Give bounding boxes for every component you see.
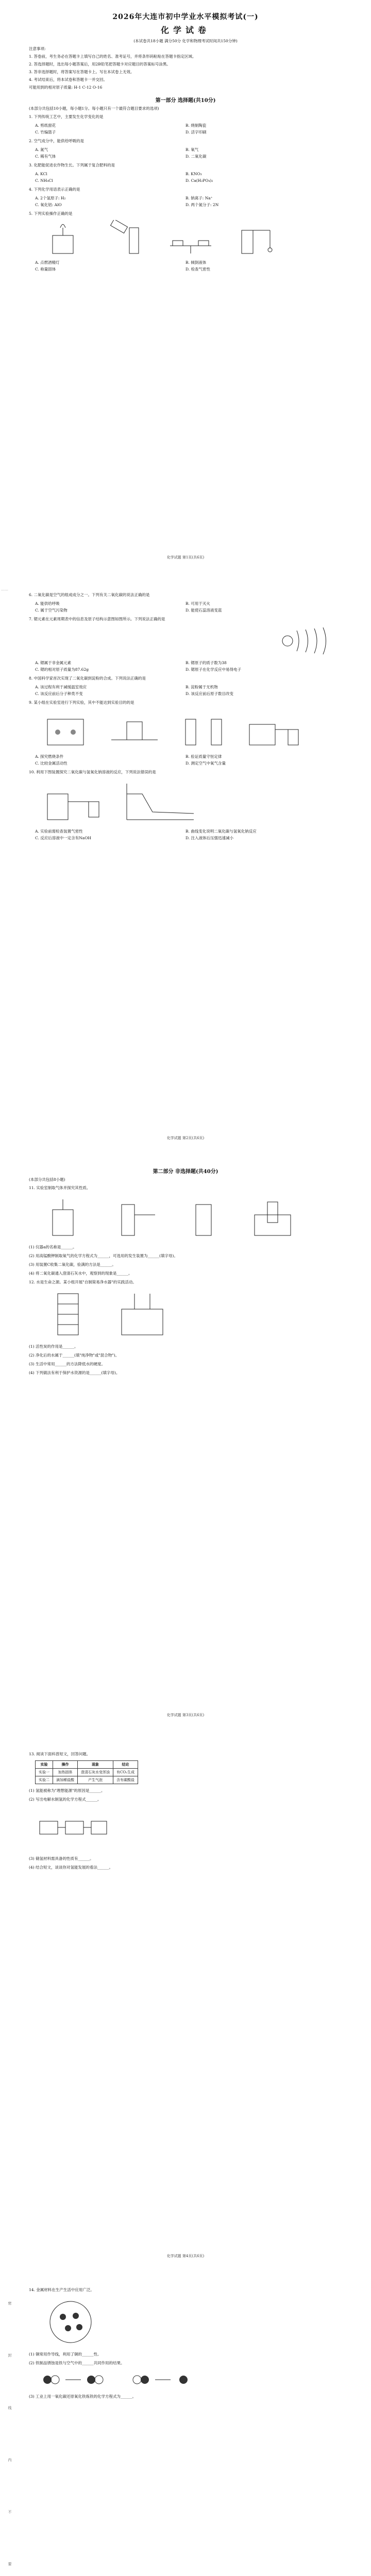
table-cell: 实验二 [36,1776,53,1784]
airtight-check-diagram [229,220,280,256]
q5-opt-b: B. 倾倒液体 [185,260,207,265]
q6-opt-b: B. 可用于灭火 [185,601,210,606]
q11-sub-3: (3) 用装置C收集二氧化碳，验满的方法是______。 [29,1262,116,1267]
part2-title: 第二部分 非选择题(共40分) [153,1169,218,1175]
part1-title: 第一部分 选择题(共10分) [155,98,216,104]
q7-opt-b: B. 锶原子的质子数为38 [185,660,227,665]
table-cell: 有CO₂生成 [113,1769,138,1776]
q9-options [35,753,336,767]
q2-opt-c: C. 稀有气体 [35,154,56,159]
reaction-model-2 [127,2369,204,2390]
seal-line-sidebar [2,2277,12,2576]
seal-char: 封 [8,2353,12,2358]
page-footer: 化学试题 第4页(共6页) [166,2254,205,2258]
q5-stem: 5. 下列实验操作正确的是 [29,211,73,216]
note-2: 2. 答选择题时，选出每小题答案后，用2B铅笔把答题卡对应题目的答案标号涂黑。 [29,62,171,66]
q1-opt-a: A. 剪纸窗花 [35,123,56,128]
table-1-header [36,1761,138,1769]
q6-opt-d: D. 能使石蕊溶液变蓝 [185,608,222,613]
water-purifier-diagram [37,1289,99,1340]
q12-sub-2: (2) 净化后的水属于______(填"纯净物"或"混合物")。 [29,1353,120,1358]
q13-sub-1: (1) 氢能被称为"理想能源"的原因是______。 [29,1788,105,1793]
q5-opt-c: C. 称量固体 [35,267,56,272]
page-footer: 化学试题 第2页(共6页) [166,1136,205,1140]
table-1-h2: 现象 [78,1761,113,1769]
reaction-model-1 [37,2369,114,2390]
table-1 [35,1760,138,1784]
atomic-masses: 可能用到的相对原子质量: H-1 C-12 O-16 [29,85,103,90]
q4-options [35,195,336,208]
q11-sub-1: (1) 仪器a的名称是______。 [29,1245,77,1249]
q4-opt-d: D. 两个氮分子: 2N [185,202,219,207]
q12-sub-3: (3) 生活中常用______的方法降低水的硬度。 [29,1362,106,1366]
table-row [36,1776,138,1784]
q10-opt-d: D. 注入液体后压强迅速减小 [185,836,234,840]
exam-subject: 化学试卷 [160,25,210,35]
q4-opt-c: C. 氧化铝: AlO [35,202,62,207]
note-1: 1. 答卷前，考生务必在答题卡上填写自己的姓名、准考证号，并将条形码粘贴在答题卡指定区域。 [29,54,196,59]
q1-stem: 1. 下列传统工艺中，主要发生化学变化的是 [29,114,104,119]
q6-options [35,600,336,614]
q10-stem: 10. 利用下图装置探究二氧化碳与氢氧化钠溶液的反应，下列说法错误的是 [29,770,156,774]
table-cell: 产生气泡 [78,1776,113,1784]
q13-sub-2: (2) 写出电解水制氢的化学方程式______。 [29,1797,102,1802]
q3-options [35,171,336,184]
q4-opt-a: A. 2个氢原子: H₂ [35,196,66,200]
page-4 [25,1741,346,2262]
q2-opt-d: D. 二氧化碳 [185,154,207,159]
mass-conservation-diagram [106,709,163,750]
q10-opt-b: B. 曲线变化说明二氧化碳与氢氧化钠反应 [185,829,257,834]
q8-stem: 8. 中国科学家首次实现了二氧化碳到淀粉的合成。下列说法正确的是 [29,676,146,681]
q5-options [35,259,336,273]
q3-stem: 3. 化肥能促进农作物生长。下列属于复合肥料的是 [29,163,115,167]
oxygen-content-diagram [244,709,301,750]
table-1-h1: 操作 [53,1761,78,1769]
part2-note: (本部分共包括8小题) [29,1177,65,1182]
q9-opt-a: A. 探究燃烧条件 [35,754,64,759]
table-cell: 含有碳酸盐 [113,1776,138,1784]
q13-sub-3: (3) 储氢材料需具备的性质有______。 [29,1856,94,1861]
q8-opt-d: D. 该反应前后原子数目改变 [185,691,234,696]
q8-opt-a: A. 该过程有利于减缓温室效应 [35,685,87,689]
seal-char: 密 [8,2301,12,2306]
apparatus-d [244,1194,301,1241]
q14-sub-2: (2) 铁制品锈蚀是铁与空气中的______共同作用的结果。 [29,2361,125,2365]
q13-stem: 13. 阅读下面科普短文，回答问题。 [29,1752,91,1756]
q7-opt-c: C. 锶的相对原子质量为87.62g [35,667,89,672]
q14-figures [37,2296,334,2348]
balance-diagram [165,220,216,256]
q14-sub-1: (1) 铜常用作导线，利用了铜的______性。 [29,2352,102,2357]
q4-opt-b: B. 钠离子: Na⁺ [185,196,213,200]
exam-title: 2026年大连市初中学业水平模拟考试(一) [112,13,259,21]
q12-sub-4: (4) 下列做法有利于保护水资源的是______(填字母)。 [29,1370,120,1375]
q9-opt-b: B. 验证质量守恒定律 [185,754,222,759]
q14-sub-3: (3) 工业上用一氧化碳还原氧化铁炼铁的化学方程式为______。 [29,2394,137,2399]
q7-opt-a: A. 锶属于非金属元素 [35,660,72,665]
q3-opt-c: C. NH₄Cl [35,178,53,183]
hydrogen-setup-diagram [111,1289,173,1340]
cut-marker: …… [1,587,8,591]
q12-stem: 12. 水是生命之源。某小组开展"自制简易净水器"的实践活动。 [29,1280,137,1284]
q6-opt-a: A. 能供给呼吸 [35,601,60,606]
table-1-h0: 实验 [36,1761,53,1769]
page-2 [25,582,346,1144]
table-cell: 加热固体 [53,1769,78,1776]
q10-figures [37,778,334,825]
q2-opt-a: A. 氮气 [35,147,48,152]
q4-stem: 4. 下列化学用语表示正确的是 [29,187,80,192]
q10-opt-c: C. 反应后溶液中一定含有NaOH [35,836,91,840]
q12-sub-1: (1) 活性炭的作用是______。 [29,1344,78,1349]
strontium-atom-diagram [277,625,334,656]
q11-sub-2: (2) 用高锰酸钾制取氧气的化学方程式为______，可选用的发生装置为______(填字母)。 [29,1253,178,1258]
part1-note: (本部分共包括10小题，每小题1分。每小题只有一个最符合题目要求的选项) [29,106,159,111]
q7-stem: 7. 锶元素在元素周期表中的信息及原子结构示意图如图所示。下列说法正确的是 [29,617,165,621]
q2-opt-b: B. 氧气 [185,147,199,152]
q1-options [35,122,336,135]
seal-char: 内 [8,2458,12,2462]
q14-reaction-figures [37,2369,334,2390]
metal-activity-diagram [175,709,232,750]
pouring-liquid-diagram [101,220,153,256]
page-1 [25,4,346,563]
page-5 [25,2277,346,2576]
q2-options [35,146,336,160]
q9-stem: 9. 某小组在实验室进行下列实验，其中不能达到实验目的的是 [29,700,134,705]
molecule-model-diagram [37,2296,104,2348]
q11-figures [37,1194,334,1241]
table-row [36,1769,138,1776]
q7-figures [37,625,334,656]
co2-naoh-apparatus [37,778,104,825]
table-cell: 澄清石灰水变浑浊 [78,1769,113,1776]
seal-char: 要 [8,2562,12,2566]
q7-opt-d: D. 锶原子在化学反应中易得电子 [185,667,242,672]
q8-opt-c: C. 该反应前后分子种类不变 [35,691,83,696]
q10-options [35,828,336,841]
q9-opt-d: D. 测定空气中氧气含量 [185,761,226,766]
q13-figures [37,1806,334,1852]
note-3: 3. 答非选择题时，将答案写在答题卡上。写在本试卷上无效。 [29,70,134,74]
q3-opt-a: A. KCl [35,172,47,176]
table-cell: 实验一 [36,1769,53,1776]
q3-opt-b: B. KNO₃ [185,172,202,176]
alcohol-lamp-diagram [37,220,89,256]
page-3 [25,1162,346,1721]
q12-figures [37,1289,334,1340]
q8-opt-b: B. 淀粉属于无机物 [185,685,218,689]
q11-stem: 11. 实验室制取气体并探究其性质。 [29,1185,91,1190]
q5-opt-d: D. 检查气密性 [185,267,211,272]
apparatus-c [175,1194,232,1241]
q3-opt-d: D. Ca(H₂PO₄)₂ [185,178,213,183]
page-footer: 化学试题 第1页(共6页) [166,555,205,560]
q9-figures [37,709,334,750]
apparatus-b [106,1194,163,1241]
q1-opt-b: B. 烧制陶瓷 [185,123,207,128]
q1-opt-d: D. 活字印刷 [185,130,207,134]
attention-heading: 注意事项: [29,46,46,51]
q13-sub-4: (4) 结合短文，谈谈你对氢能发展的看法______。 [29,1865,113,1870]
q2-stem: 2. 空气成分中，能供给呼吸的是 [29,139,85,143]
seal-char: 不 [8,2510,12,2514]
q10-opt-a: A. 实验前需检查装置气密性 [35,829,83,834]
page-footer: 化学试题 第3页(共6页) [166,1713,205,1717]
q7-options [35,659,336,673]
q1-opt-c: C. 竹编篮子 [35,130,56,134]
note-4: 4. 考试结束后，将本试卷和答题卡一并交回。 [29,77,108,82]
q11-sub-4: (4) 将二氧化碳通入澄清石灰水中，观察到的现象是______。 [29,1271,132,1276]
q6-stem: 6. 二氧化碳是空气的组成成分之一。下列有关二氧化碳的说法正确的是 [29,592,150,597]
apparatus-a [37,1194,94,1241]
q5-opt-a: A. 点燃酒精灯 [35,260,60,265]
seal-char: 线 [8,2405,12,2410]
table-cell: 滴加稀盐酸 [53,1776,78,1784]
process-flow-diagram [37,1806,109,1852]
exam-info: (本试卷共18小题 满分50分 化学和物理考试时间共150分钟) [133,39,238,43]
q6-opt-c: C. 属于空气污染物 [35,608,68,613]
q8-options [35,684,336,697]
combustion-diagram [37,709,94,750]
q14-stem: 14. 金属材料在生产生活中应用广泛。 [29,2287,94,2292]
q9-opt-c: C. 比较金属活动性 [35,761,68,766]
pressure-curve-graph [116,778,199,825]
q5-figures [37,220,334,256]
table-1-h3: 结论 [113,1761,138,1769]
